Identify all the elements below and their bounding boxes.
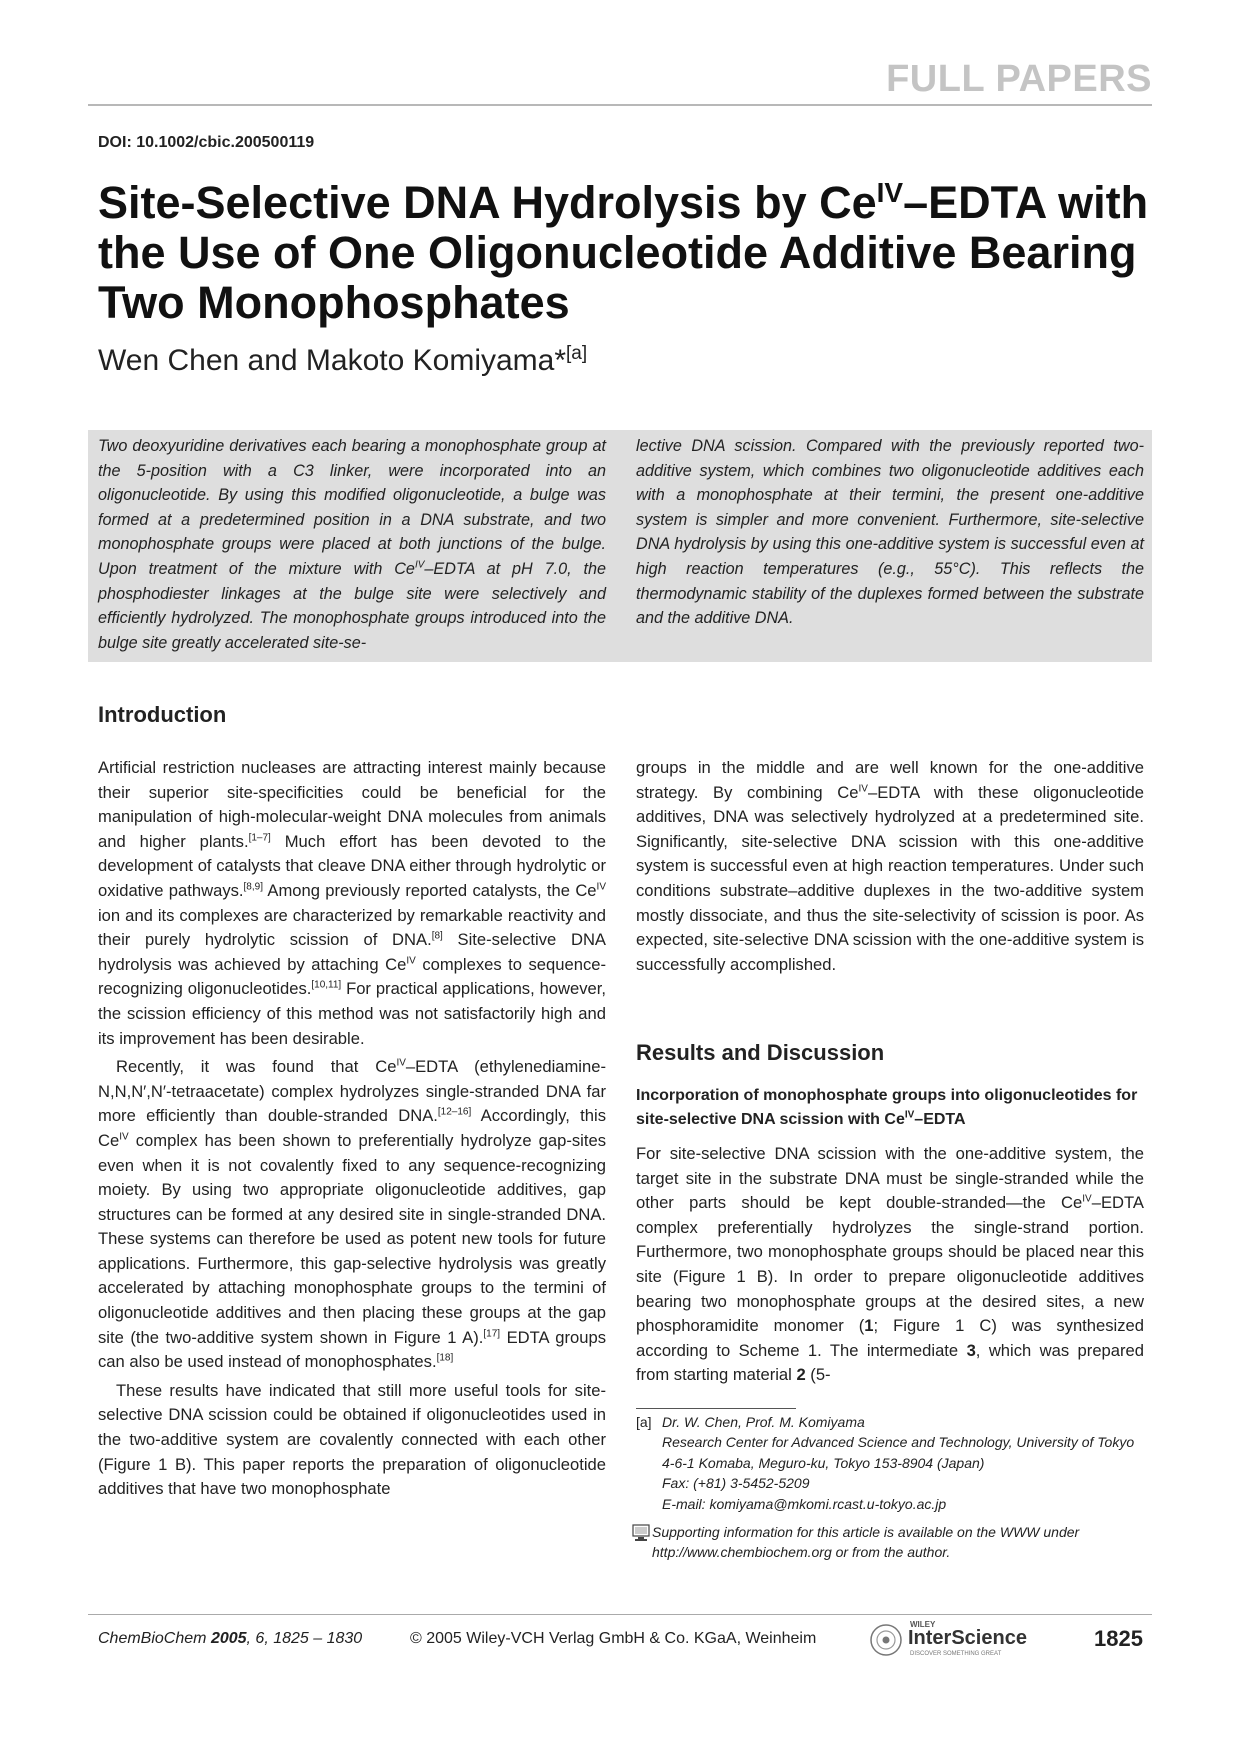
results-heading: Results and Discussion (636, 1040, 885, 1065)
intro-paragraph-3: These results have indicated that still more useful tools for site-selective DNA scission could be obtained if oligonucleotides used in the two-additive system are covalently connected with each other (Figure 1 B). This paper reports the preparation of oligonucleotide additives that have two monophosphate (98, 1380, 606, 1499)
abstract-left: Two deoxyuridine derivatives each bearing a monophosphate group at the 5-position with a C3 linker, were incorporated into an oligonucleotide. By using this modified oligonucleotide, a bulge was formed at a predetermined position in a DNA substrate, and two monophosphate groups were placed at both junctions of the bulge. Upon treatment of the mixture with $Ce^{IV}$–EDTA at pH 7.0, the phosphodiester linkages at the bulge site were selectively and efficiently hydrolyzed. The monophosphate groups introduced into the bulge site greatly accelerated site-se- (98, 437, 606, 652)
left-column (98, 756, 606, 1502)
computer-icon (632, 1524, 652, 1547)
right-column-intro (636, 756, 1144, 977)
introduction-heading: Introduction (98, 702, 227, 727)
intro-paragraph-2: Recently, it was found that $Ce^{IV}$–EDTA (ethylenediamine-N,N,N′,N′-tetraacetate) complex hydrolyzes single-stranded DNA far more efficiently than double-stranded DNA.[12–16] Accordingly, this $Ce^{IV}$ complex has been shown to preferentially hydrolyze gap-sites even when it is not covalently fixed to any sequence-recognizing moiety. By using two appropriate oligonucleotide additives, gap structures can be formed at any desired site in single-stranded DNA. These systems can therefore be used as potent new tools for future applications. Furthermore, this gap-selective hydrolysis was greatly accelerated by attaching monophosphate groups to the termini of oligonucleotide additives and then placing these groups at the gap site (the two-additive system shown in Figure 1 A).[17] EDTA groups can also be used instead of monophosphates.[18] (98, 1057, 606, 1372)
footer-citation: ChemBioChem 2005, 6, 1825 – 1830 (98, 1630, 363, 1647)
header-rule (88, 104, 1152, 106)
results-paragraph (636, 1142, 1144, 1388)
article-title: Site-Selective DNA Hydrolysis by $Ce^{IV}$–EDTA with the Use of One Oligonucleotide Additive Bearing Two Monophosphates (98, 177, 1149, 328)
section-label: FULL PAPERS (886, 58, 1152, 100)
footnote-rule (636, 1408, 796, 1409)
abstract-right: lective DNA scission. Compared with the previously reported two-additive system, which combines two oligonucleotide additives each with a monophosphate at their termini, the present one-additive system is simpler and more convenient. Furthermore, site-selective DNA hydrolysis by using this one-additive system is successful even at high reaction temperatures (e.g., 55°C). This reflects the thermodynamic stability of the duplexes formed between the substrate and the additive DNA. (636, 437, 1144, 628)
authors: Wen Chen and Makoto Komiyama*[a] (98, 343, 588, 377)
footer-rule (88, 1614, 1152, 1615)
intro-paragraph-1: Artificial restriction nucleases are attracting interest mainly because their superior site-specificities could be beneficial for the manipulation of high-molecular-weight DNA molecules from animals and higher plants.[1–7] Much effort has been devoted to the development of catalysts that cleave DNA either through hydrolytic or oxidative pathways.[8,9] Among previously reported catalysts, the $Ce^{IV}$ ion and its complexes are characterized by remarkable reactivity and their purely hydrolytic scission of DNA.[8] Site-selective DNA hydrolysis was achieved by attaching $Ce^{IV}$ complexes to sequence-recognizing oligonucleotides.[10,11] For practical applications, however, the scission efficiency of this method was not satisfactorily high and its improvement has been desirable. (98, 758, 606, 1048)
page-number: 1825 (1094, 1626, 1143, 1651)
doi: DOI: 10.1002/cbic.200500119 (98, 134, 315, 151)
supporting-info-note: Supporting information for this article is available on the WWW under http://www.chembiochem.org or from the author. (632, 1522, 1152, 1563)
results-paragraph-1: For site-selective DNA scission with the one-additive system, the target site in the substrate DNA must be single-stranded while the other parts should be kept double-stranded—the $Ce^{IV}$–EDTA complex preferentially hydrolyzes the single-strand portion. Furthermore, two monophosphate groups should be placed near this site (Figure 1 B). In order to prepare oligonucleotide additives bearing two monophosphate groups at the desired sites, a new phosphoramidite monomer (1; Figure 1 C) was synthesized according to Scheme 1. The intermediate 3, which was prepared from starting material 2 (5- (636, 1144, 1144, 1385)
results-subheading: Incorporation of monophosphate groups into oligonucleotides for site-selective DNA scission with $Ce^{IV}$–EDTA (636, 1087, 1138, 1128)
affiliation-footnote: [a] Dr. W. Chen, Prof. M. Komiyama Research Center for Advanced Science and Technology, University of Tokyo 4-6-1 Komaba, Meguro-ku, Tokyo 153-8904 (Japan) Fax: (+81) 3-5452-5209 E-mail: komiyama@mkomi.rcast.u-tokyo.ac.jp (636, 1414, 1135, 1512)
intro-paragraph-continued: groups in the middle and are well known for the one-additive strategy. By combining $Ce^{IV}$–EDTA with these oligonucleotide additives, DNA was selectively hydrolyzed at a predetermined site. Significantly, site-selective DNA scission with this one-additive system is successful even at high reaction temperatures. Under such conditions substrate–additive duplexes in the two-additive system mostly dissociate, and thus the site-selectivity of scission is poor. As expected, site-selective DNA scission with the one-additive system is successfully accomplished. (636, 758, 1145, 974)
interscience-logo: WILEY InterScience DISCOVER SOMETHING GREAT (868, 1620, 1058, 1660)
footer-copyright: © 2005 Wiley-VCH Verlag GmbH & Co. KGaA, Weinheim (410, 1630, 817, 1647)
